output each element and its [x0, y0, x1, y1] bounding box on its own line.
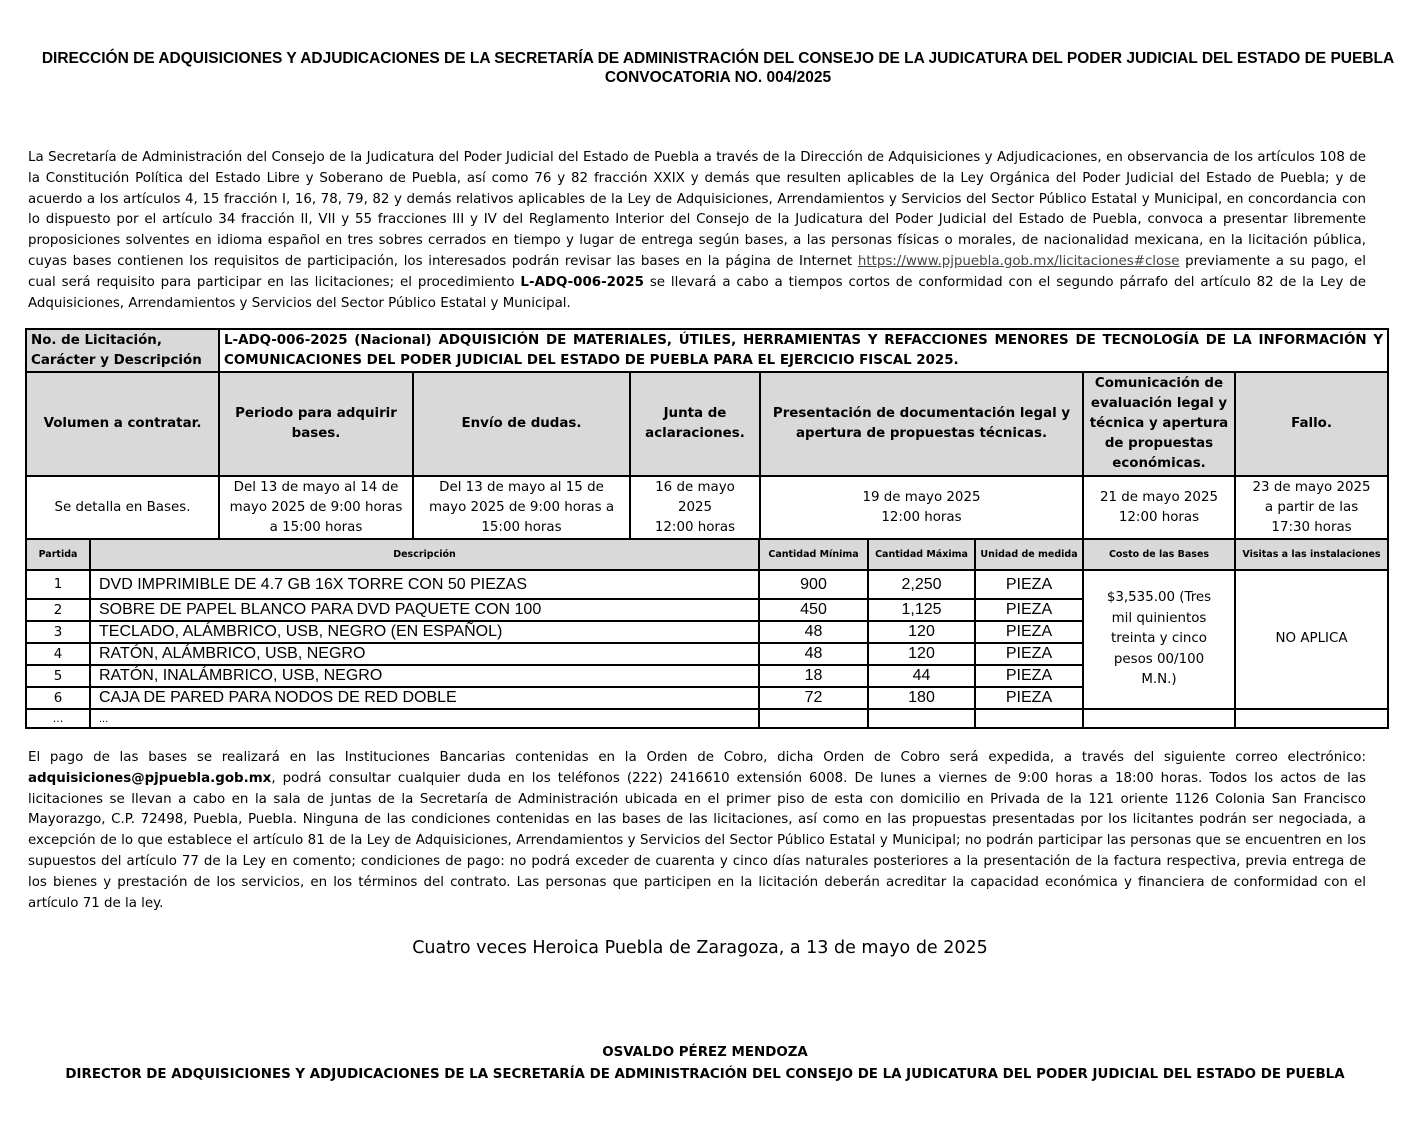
signatory-title: DIRECTOR DE ADQUISICIONES Y ADJUDICACIONES DE LA SECRETARÍA DE ADMINISTRACIÓN DEL CONSEJO DE LA JUDICATURA DEL PODER JUDICIAL DEL ESTADO DE PUEBLA [65, 1067, 1345, 1082]
row-max: 120 [868, 643, 975, 665]
col-costo: Costo de las Bases [1083, 539, 1235, 570]
row-max: 2,250 [868, 570, 975, 599]
row-max: 44 [868, 665, 975, 687]
row-descripcion: RATÓN, INALÁMBRICO, USB, NEGRO [90, 665, 759, 687]
convocatoria-number: CONVOCATORIA NO. 004/2025 [604, 69, 832, 86]
value-period: Del 13 de mayo al 14 de mayo 2025 de 9:00 horas a 15:00 horas [219, 476, 413, 539]
value-questions: Del 13 de mayo al 15 de mayo 2025 de 9:00 horas a 15:00 horas [413, 476, 630, 539]
tender-table [25, 328, 1389, 540]
tender-description: L-ADQ-006-2025 (Nacional) ADQUISICIÓN DE MATERIALES, ÚTILES, HERRAMIENTAS Y REFACCIONES MENORES DE TECNOLOGÍA DE LA INFORMACIÓN Y COMUNICACIONES DEL PODER JUDICIAL DEL ESTADO DE PUEBLA PARA EL EJERCICIO FISCAL 2025. [219, 329, 1388, 372]
row-min: 18 [759, 665, 868, 687]
row-unidad: PIEZA [975, 621, 1083, 643]
row-min: 900 [759, 570, 868, 599]
row-descripcion: TECLADO, ALÁMBRICO, USB, NEGRO (EN ESPAÑOL) [90, 621, 759, 643]
row-partida: 6 [26, 687, 90, 709]
value-communication: 21 de mayo 2025 12:00 horas [1083, 476, 1235, 539]
payment-text-2: , podrá consultar cualquier duda en los teléfonos (222) 2416610 extensión 6008. De lunes a viernes de 9:00 horas a 18:00 horas. Todos los actos de las licitaciones se llevan a cabo en la sala de juntas de la Secretaría de Administración ubicada en el primer piso de esta con domicilio en Privada de la 121 oriente 1126 Colonia San Francisco Mayorazgo, C.P. 72498, Puebla, Puebla. Ninguna de las condiciones contenidas en las bases de las licitaciones, así como en las propuestas presentadas por los licitantes podrán ser negociada, a excepción de lo que establece el artículo 81 de la Ley de Adquisiciones, Arrendamientos y Servicios del Sector Público Estatal y Municipal; no podrán participar las personas que se encuentren en los supuestos del artículo 77 de la Ley en comento; condiciones de pago: no podrá exceder de cuarenta y cinco días naturales posteriores a la presentación de la factura respectiva, previa entrega de los bienes y prestación de los servicios, en los términos del contrato. Las personas que participen en la licitación deberán acreditar la capacidad económica y financiera de conformidad con el artículo 71 de la ley. [28, 770, 1366, 911]
place-date: Cuatro veces Heroica Puebla de Zaragoza, a 13 de mayo de 2025 [412, 938, 988, 958]
row-unidad: PIEZA [975, 570, 1083, 599]
col-descripcion: Descripción [90, 539, 759, 570]
row-descripcion: RATÓN, ALÁMBRICO, USB, NEGRO [90, 643, 759, 665]
header-clarifications: Junta de aclaraciones. [630, 372, 760, 476]
row-min: 72 [759, 687, 868, 709]
col-unidad: Unidad de medida [975, 539, 1083, 570]
value-clarifications: 16 de mayo 2025 12:00 horas [630, 476, 760, 539]
table-row-ellipsis [26, 709, 1388, 728]
site-visits: NO APLICA [1235, 570, 1388, 709]
items-table [25, 538, 1389, 729]
intro-text-2: previamente a su pago, el cual será requisito para participar en las licitaciones; el procedimiento [28, 253, 1366, 290]
value-ruling: 23 de mayo 2025 a partir de las 17:30 horas [1235, 476, 1388, 539]
intro-paragraph [28, 148, 1366, 314]
header-volume: Volumen a contratar. [26, 372, 219, 476]
tender-label: No. de Licitación, Carácter y Descripción [26, 329, 219, 372]
row-min: 450 [759, 599, 868, 621]
bases-link[interactable]: https://www.pjpuebla.gob.mx/licitaciones#close [857, 253, 1180, 269]
row-unidad: PIEZA [975, 687, 1083, 709]
row-unidad: PIEZA [975, 643, 1083, 665]
header-ruling: Fallo. [1235, 372, 1388, 476]
row-partida: 2 [26, 599, 90, 621]
header-questions: Envío de dudas. [413, 372, 630, 476]
ellipsis-descripcion: ... [90, 709, 759, 728]
ellipsis-partida: ... [26, 709, 90, 728]
intro-text: La Secretaría de Administración del Consejo de la Judicatura del Poder Judicial del Estado de Puebla a través de la Dirección de Adquisiciones y Adjudicaciones, en observancia de los artículos 108 de la Constitución Política del Estado Libre y Soberano de Puebla, así como 76 y 82 fracción XXIX y demás que resulten aplicables de la Ley Orgánica del Poder Judicial del Estado de Puebla; y de acuerdo a los artículos 4, 15 fracción I, 16, 78, 79, 82 y demás relativos aplicables de la Ley de Adquisiciones, Arrendamientos y Servicios del Sector Público Estatal y Municipal, en concordancia con lo dispuesto por el artículo 34 fracción II, VII y 55 fracciones III y IV del Reglamento Interior del Consejo de la Judicatura del Poder Judicial del Estado de Puebla, convoca a presentar libremente proposiciones solventes en idioma español en tres sobres cerrados en tiempo y lugar de entrega según bases, a las personas físicas o morales, de nacionalidad mexicana, en la licitación pública, cuyas bases contienen los requisitos de participación, los interesados podrán revisar las bases en la página de Internet [28, 150, 1366, 269]
row-partida: 1 [26, 570, 90, 599]
col-cantidad-minima: Cantidad Mínima [759, 539, 868, 570]
row-partida: 4 [26, 643, 90, 665]
row-min: 48 [759, 643, 868, 665]
signatory-name: OSVALDO PÉREZ MENDOZA [602, 1045, 808, 1060]
header-presentation: Presentación de documentación legal y apertura de propuestas técnicas. [760, 372, 1083, 476]
header-communication: Comunicación de evaluación legal y técnica y apertura de propuestas económicas. [1083, 372, 1235, 476]
document-header [28, 49, 1408, 87]
empty-cell [1235, 709, 1388, 728]
empty-cell [868, 709, 975, 728]
value-presentation: 19 de mayo 2025 12:00 horas [760, 476, 1083, 539]
col-cantidad-maxima: Cantidad Máxima [868, 539, 975, 570]
contact-email[interactable]: adquisiciones@pjpuebla.gob.mx [28, 770, 272, 786]
bases-cost: $3,535.00 (Tres mil quinientos treinta y cinco pesos 00/100 M.N.) [1083, 570, 1235, 709]
payment-text: El pago de las bases se realizará en las Instituciones Bancarias contenidas en la Orden de Cobro, dicha Orden de Cobro será expedida, a través del siguiente correo electrónico: [28, 750, 1366, 765]
col-partida: Partida [26, 539, 90, 570]
row-descripcion: SOBRE DE PAPEL BLANCO PARA DVD PAQUETE CON 100 [90, 599, 759, 621]
row-min: 48 [759, 621, 868, 643]
payment-paragraph [28, 748, 1366, 914]
row-max: 180 [868, 687, 975, 709]
row-max: 120 [868, 621, 975, 643]
procedure-code: L-ADQ-006-2025 [520, 274, 644, 290]
intro-text-3: se llevará a cabo a tiempos cortos de conformidad con el segundo párrafo del artículo 82 de la Ley de Adquisiciones, Arrendamientos y Servicios del Sector Público Estatal y Municipal. [28, 274, 1366, 311]
empty-cell [1083, 709, 1235, 728]
value-volume: Se detalla en Bases. [26, 476, 219, 539]
row-unidad: PIEZA [975, 665, 1083, 687]
row-partida: 5 [26, 665, 90, 687]
table-row [26, 570, 1388, 599]
row-descripcion: DVD IMPRIMIBLE DE 4.7 GB 16X TORRE CON 50 PIEZAS [90, 570, 759, 599]
header-period: Periodo para adquirir bases. [219, 372, 413, 476]
header-title: DIRECCIÓN DE ADQUISICIONES Y ADJUDICACIONES DE LA SECRETARÍA DE ADMINISTRACIÓN DEL CONSEJO DE LA JUDICATURA DEL PODER JUDICIAL DEL ESTADO DE PUEBLA [41, 50, 1395, 67]
empty-cell [975, 709, 1083, 728]
row-unidad: PIEZA [975, 599, 1083, 621]
row-max: 1,125 [868, 599, 975, 621]
row-descripcion: CAJA DE PARED PARA NODOS DE RED DOBLE [90, 687, 759, 709]
col-visitas: Visitas a las instalaciones [1235, 539, 1388, 570]
row-partida: 3 [26, 621, 90, 643]
empty-cell [759, 709, 868, 728]
